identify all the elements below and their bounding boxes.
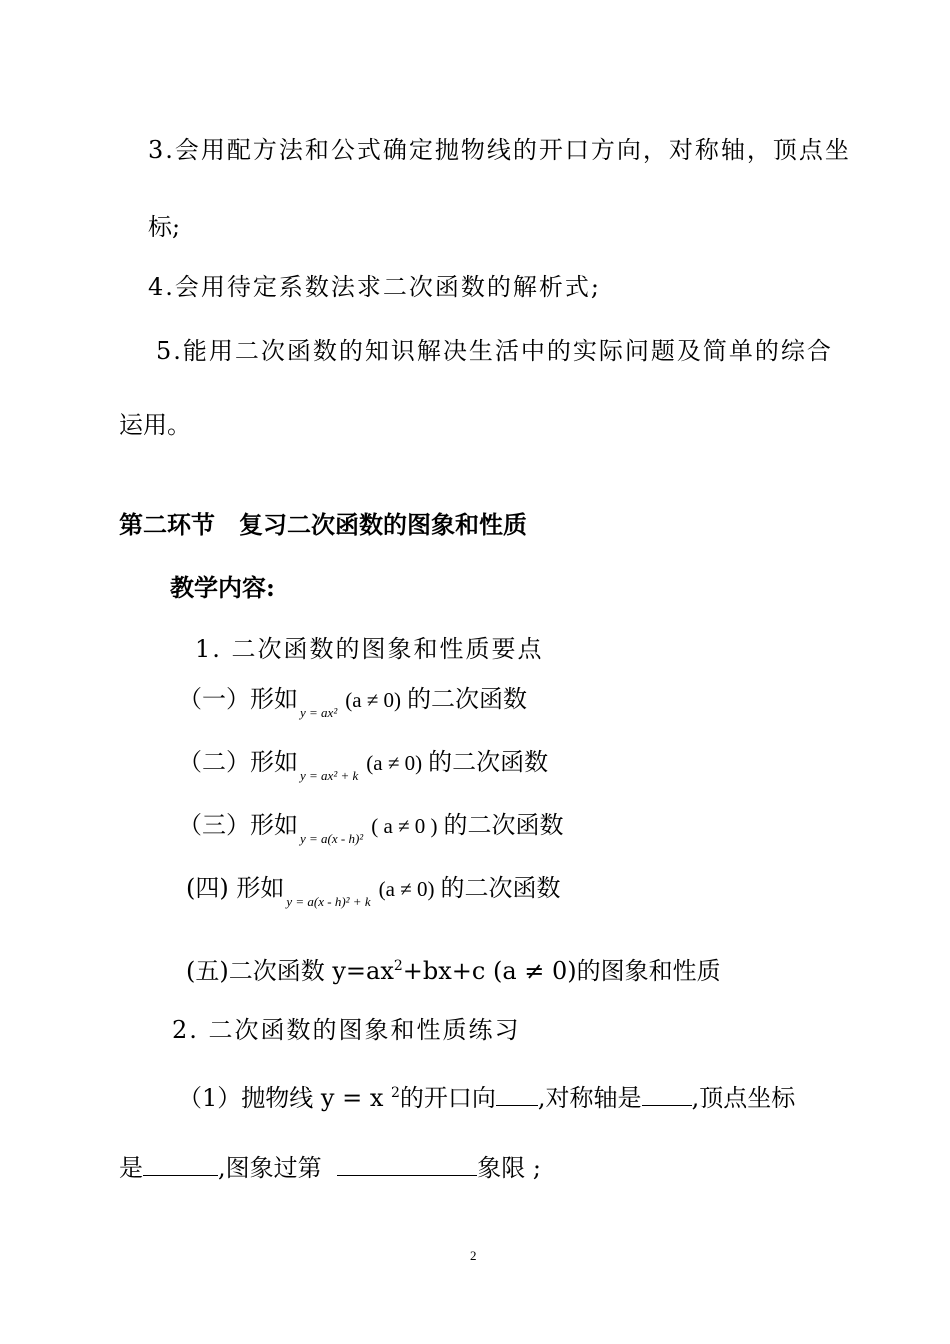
answer-blank-quadrant[interactable] [337, 1153, 477, 1176]
form-2-label: （二）形如 [178, 748, 298, 776]
form-3 [178, 810, 564, 844]
page-number: 2 [470, 1248, 477, 1263]
form-3-condition: ( a ≠ 0 ) [371, 814, 438, 838]
q1-line2-part1: 是 [119, 1154, 143, 1182]
q1-line2-part3: 象限 ; [477, 1154, 541, 1182]
form-5 [186, 951, 721, 986]
q1-part3: ,对称轴是 [537, 1084, 642, 1112]
form-4-formula: y = a(x - h)² + k [286, 894, 371, 909]
exercise-title: 2. 二次函数的图象和性质练习 [172, 1016, 521, 1044]
form-1-condition: (a ≠ 0) [345, 688, 402, 712]
objective-4: 4.会用待定系数法求二次函数的解析式; [148, 273, 601, 301]
form-3-suffix: 的二次函数 [443, 811, 564, 839]
objective-3-line1: 3.会用配方法和公式确定抛物线的开口方向，对称轴，顶点坐 [148, 136, 851, 164]
answer-blank-vertex[interactable] [143, 1153, 218, 1176]
form-5-exponent: 2 [393, 958, 403, 974]
form-4 [186, 873, 560, 907]
form-1-suffix: 的二次函数 [407, 685, 528, 713]
q1-part1: （1）抛物线 y = [178, 1084, 370, 1112]
q1-part4: ,顶点坐标 [691, 1084, 796, 1112]
answer-blank-opening[interactable] [496, 1083, 538, 1106]
form-1 [178, 684, 527, 718]
form-1-formula: y = ax² [300, 705, 338, 720]
answer-blank-axis[interactable] [642, 1083, 692, 1106]
form-5-prefix: (五)二次函数 y=ax [186, 957, 394, 985]
form-5-suffix: +bx+c (a ≠ 0)的图象和性质 [402, 957, 721, 985]
form-1-label: （一）形如 [178, 685, 298, 713]
form-2-formula: y = ax² + k [300, 768, 359, 783]
objective-3-line2: 标; [148, 213, 181, 241]
form-4-condition: (a ≠ 0) [378, 877, 435, 901]
objective-5-line2: 运用。 [119, 411, 191, 439]
form-2-suffix: 的二次函数 [428, 748, 549, 776]
exercise-q1-line2 [119, 1153, 541, 1183]
exercise-q1-line1 [178, 1078, 795, 1113]
form-3-label: （三）形如 [178, 811, 298, 839]
objective-5-line1: 5.能用二次函数的知识解决生活中的实际问题及简单的综合 [156, 337, 833, 365]
form-2-condition: (a ≠ 0) [366, 751, 423, 775]
form-2 [178, 747, 548, 781]
points-title: 1. 二次函数的图象和性质要点 [195, 635, 544, 663]
form-4-suffix: 的二次函数 [440, 874, 561, 902]
q1-exponent: 2 [391, 1085, 400, 1101]
q1-var: x [369, 1084, 391, 1112]
form-3-formula: y = a(x - h)² [300, 831, 364, 846]
form-4-label: (四) 形如 [186, 874, 285, 902]
q1-part2: 的开口向 [399, 1084, 496, 1112]
q1-line2-part2: ,图象过第 [218, 1154, 330, 1182]
section-subheading: 教学内容: [170, 573, 275, 602]
section-heading: 第二环节 复习二次函数的图象和性质 [119, 510, 527, 539]
